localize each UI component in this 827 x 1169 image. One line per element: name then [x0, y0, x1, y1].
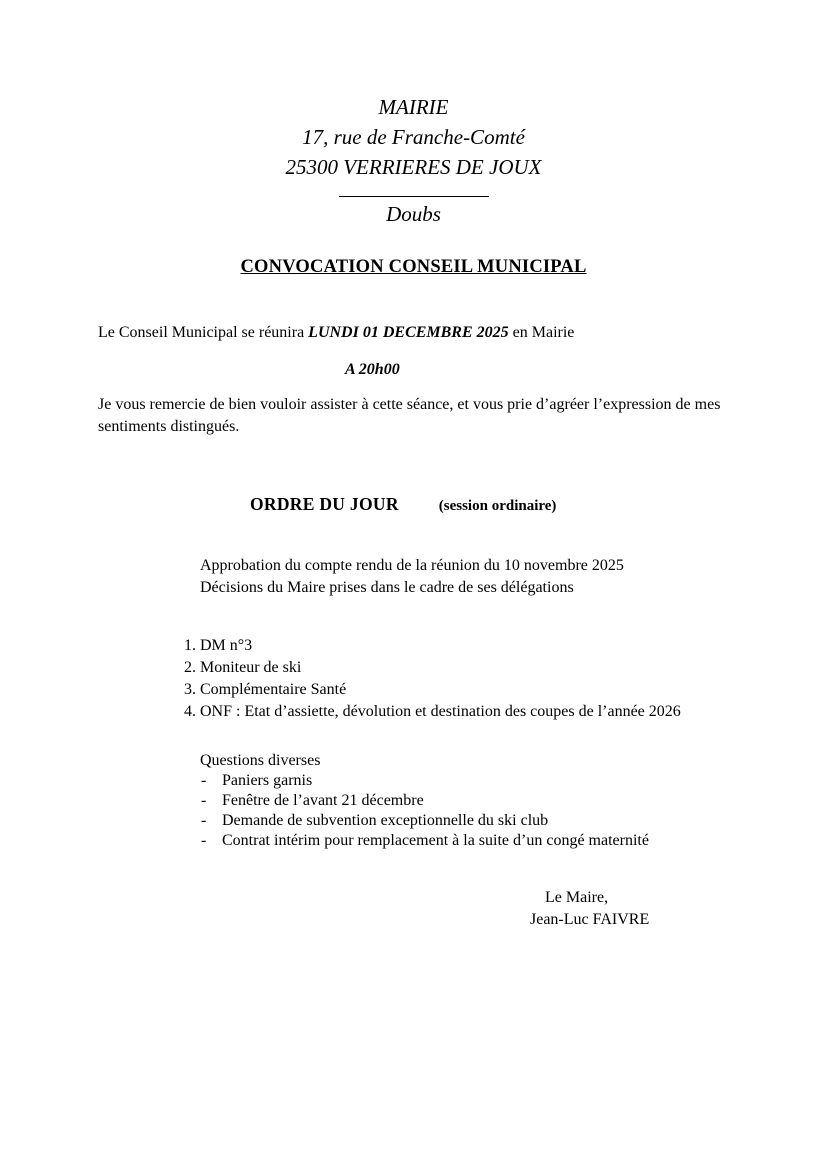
header-line-mairie: MAIRIE	[378, 95, 449, 119]
signature-block	[530, 887, 729, 931]
numbered-item: 1. DM n°3	[200, 635, 729, 657]
misc-item: - Paniers garnis	[200, 771, 729, 791]
courtesy-paragraph: Je vous remercie de bien vouloir assister à cette séance, et vous prie d’agréer l’expression de mes sentiments distingués.	[98, 396, 721, 435]
misc-heading: Questions diverses	[200, 752, 321, 769]
preamble-line: Décisions du Maire prises dans le cadre de ses délégations	[200, 579, 574, 596]
misc-item: - Fenêtre de l’avant 21 décembre	[200, 791, 729, 811]
meeting-date: LUNDI 01 DECEMBRE 2025	[308, 324, 509, 341]
preamble-line: Approbation du compte rendu de la réunion du 10 novembre 2025	[200, 557, 624, 574]
mairie-header	[98, 92, 729, 182]
header-line-address: 17, rue de Franche-Comté	[302, 125, 525, 149]
agenda-preamble	[200, 555, 729, 599]
header-line-city: 25300 VERRIERES DE JOUX	[285, 155, 542, 179]
department-name: Doubs	[386, 202, 441, 226]
numbered-item: 2. Moniteur de ski	[200, 657, 729, 679]
agenda-heading	[250, 494, 729, 515]
document-title: CONVOCATION CONSEIL MUNICIPAL	[240, 257, 587, 277]
agenda-title: ORDRE DU JOUR	[250, 494, 399, 514]
numbered-item: 4. ONF : Etat d’assiette, dévolution et destination des coupes de l’année 2026	[200, 701, 729, 723]
misc-item: - Contrat intérim pour remplacement à la suite d’un congé maternité	[200, 831, 729, 851]
intro-suffix: en Mairie	[508, 324, 575, 341]
intro-prefix: Le Conseil Municipal se réunira	[98, 324, 309, 341]
misc-section	[200, 751, 729, 851]
agenda-numbered-list	[98, 635, 729, 723]
intro-paragraph	[98, 322, 729, 344]
separator-rule	[339, 196, 489, 197]
signature-role: Le Maire,	[545, 889, 609, 906]
session-type: (session ordinaire)	[438, 498, 557, 514]
misc-item: - Demande de subvention exceptionnelle du ski club	[200, 811, 729, 831]
meeting-time: A 20h00	[345, 361, 400, 378]
numbered-item: 3. Complémentaire Santé	[200, 679, 729, 701]
misc-list	[200, 771, 729, 851]
signature-name: Jean-Luc FAIVRE	[530, 911, 650, 928]
